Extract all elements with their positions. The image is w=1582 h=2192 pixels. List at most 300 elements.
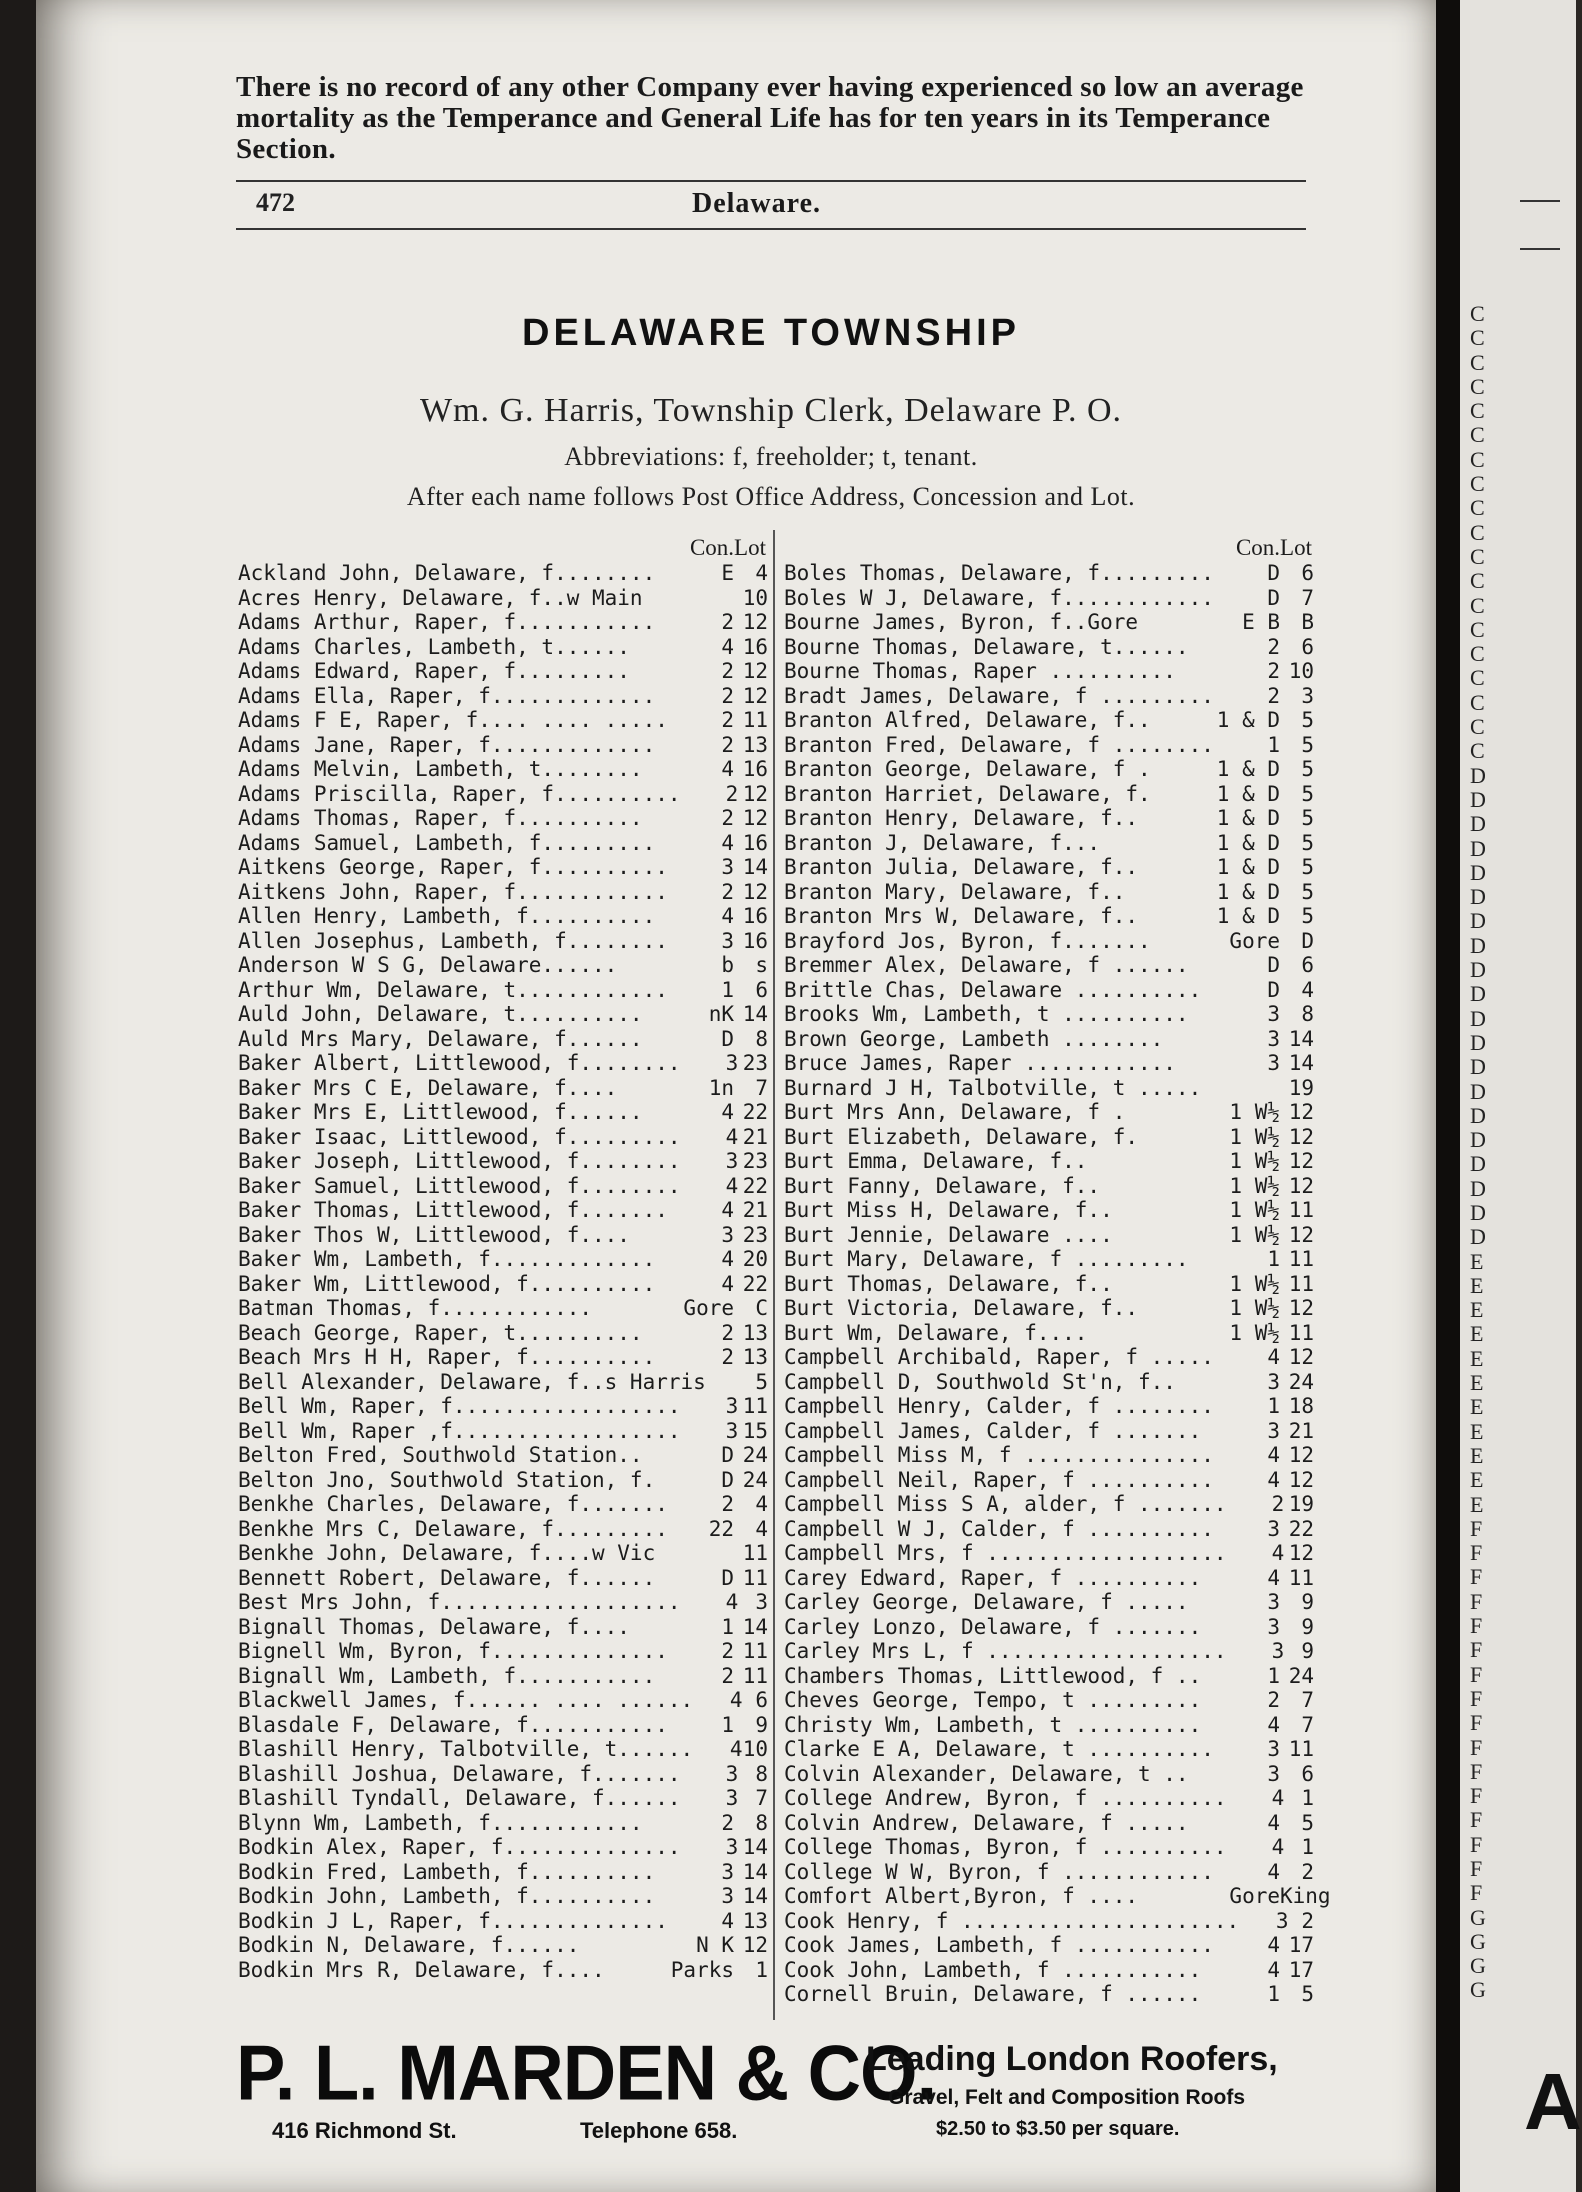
directory-entry: [784, 1492, 1314, 1517]
entry-concession: [668, 1541, 734, 1566]
entry-name: Bennett Robert, Delaware, f......: [238, 1565, 656, 1590]
directory-entry: [784, 1860, 1314, 1885]
directory-entry: [238, 757, 768, 782]
entry-concession: [1214, 1076, 1280, 1101]
running-head-rule: [236, 228, 1306, 230]
directory-entry: [784, 1958, 1314, 1983]
adjacent-page-letter: D: [1470, 1199, 1486, 1225]
entry-lot: 12: [1288, 1541, 1314, 1565]
entry-concession: 3: [1267, 1590, 1280, 1614]
entry-lot: 9: [1301, 1590, 1314, 1614]
adjacent-page-letter: C: [1470, 301, 1485, 326]
entry-name: Branton George, Delaware, f .: [784, 757, 1151, 781]
entry-concession: 4: [1267, 1933, 1280, 1957]
entry-concession: 2: [721, 610, 734, 634]
adjacent-page-rule: [1520, 248, 1560, 250]
directory-entry: [784, 1590, 1314, 1615]
entry-lot: 16: [742, 634, 768, 659]
entry-name: Brayford Jos, Byron, f.......: [784, 928, 1151, 953]
entry-lot: 22: [742, 1173, 768, 1198]
page-title: DELAWARE TOWNSHIP: [522, 312, 1020, 354]
entry-name: Bodkin Mrs R, Delaware, f....: [238, 1957, 605, 1982]
directory-entry: [238, 1835, 768, 1860]
left-entry-list: [238, 561, 768, 1982]
adjacent-page-letter: F: [1470, 1661, 1483, 1687]
entry-concession: D: [1267, 977, 1280, 1002]
entry-concession: N K: [696, 1933, 734, 1957]
adjacent-page-letter: D: [1470, 1127, 1486, 1153]
entry-lot: 20: [742, 1247, 768, 1271]
directory-entry: [784, 782, 1314, 807]
directory-entry: [784, 1737, 1314, 1762]
entry-name: Bourne Thomas, Delaware, t......: [784, 634, 1189, 659]
entry-lot: 8: [1301, 1002, 1314, 1026]
entry-concession: 2: [721, 732, 734, 757]
entry-concession: 4: [725, 1590, 739, 1614]
directory-entry: [238, 1590, 768, 1615]
entry-lot: 11: [1288, 1198, 1314, 1222]
adjacent-page-letter: C: [1470, 471, 1485, 497]
entry-concession: 3: [721, 855, 734, 879]
adjacent-page-letter: D: [1470, 957, 1486, 983]
entry-name: Baker Samuel, Littlewood, f........: [238, 1173, 681, 1198]
entry-concession: 1 & D: [1216, 830, 1280, 855]
directory-entry: [784, 1664, 1314, 1689]
entry-concession: 4: [1267, 1957, 1280, 1982]
directory-entry: [238, 904, 768, 929]
entry-name: Bremmer Alex, Delaware, f ......: [784, 953, 1189, 977]
entry-concession: 1 W½: [1229, 1222, 1280, 1247]
entry-name: Belton Fred, Southwold Station..: [238, 1443, 643, 1467]
entry-concession: 2: [1267, 1688, 1280, 1712]
entry-concession: 4: [1267, 1345, 1280, 1369]
directory-entry: [784, 561, 1314, 586]
directory-entry: [784, 1321, 1314, 1346]
entry-name: Belton Jno, Southwold Station, f.: [238, 1467, 656, 1492]
entry-name: Burt Thomas, Delaware, f..: [784, 1271, 1113, 1296]
entry-lot: 11: [742, 1541, 768, 1565]
entry-concession: 4: [1267, 1565, 1280, 1590]
entry-lot: 4: [755, 1516, 768, 1541]
adjacent-page-letter: C: [1470, 422, 1485, 448]
directory-entry: [238, 1223, 768, 1248]
entry-concession: Gore: [1229, 928, 1280, 953]
directory-entry: [238, 929, 768, 954]
adjacent-page-letter: F: [1470, 1685, 1483, 1711]
directory-entry: [784, 1076, 1314, 1101]
entry-lot: 2: [1301, 1859, 1314, 1884]
entry-name: Beach George, Raper, t..........: [238, 1320, 643, 1345]
entry-concession: 2: [721, 806, 734, 830]
column-header: Con.Lot: [1235, 535, 1312, 560]
directory-entry: [238, 1933, 768, 1958]
directory-entry: [784, 806, 1314, 831]
entry-concession: 4: [1267, 1467, 1280, 1492]
entry-name: Bourne James, Byron, f..Gore: [784, 610, 1139, 634]
directory-entry: [238, 586, 768, 611]
adjacent-page-letter: D: [1470, 1005, 1486, 1031]
entry-concession: 1 & D: [1216, 879, 1280, 904]
adjacent-page-letter: D: [1470, 1151, 1486, 1177]
directory-entry: [784, 1639, 1314, 1664]
directory-entry: [784, 904, 1314, 929]
adjacent-page-letter: D: [1470, 981, 1486, 1007]
adjacent-page-letter: D: [1470, 908, 1486, 934]
ad-address: 416 Richmond St.: [272, 2118, 457, 2143]
directory-entry: [238, 610, 768, 635]
entry-name: Baker Albert, Littlewood, f........: [238, 1051, 681, 1075]
entry-name: Bignell Wm, Byron, f..............: [238, 1639, 668, 1663]
adjacent-page-letter: E: [1470, 1370, 1484, 1396]
directory-entry: [784, 1517, 1314, 1542]
directory-entry: [784, 1394, 1314, 1419]
adjacent-page-letter: C: [1470, 592, 1485, 618]
directory-entry: [238, 806, 768, 831]
entry-lot: 12: [1288, 1467, 1314, 1492]
entry-lot: 5: [1301, 1982, 1314, 2006]
adjacent-page-letter: C: [1470, 665, 1485, 691]
directory-entry: [238, 1394, 768, 1419]
entry-name: Baker Wm, Lambeth, f.............: [238, 1247, 656, 1271]
entry-concession: 1 & D: [1216, 806, 1280, 830]
directory-entry: [238, 659, 768, 684]
entry-name: Adams Charles, Lambeth, t......: [238, 634, 630, 659]
township-clerk-line: Wm. G. Harris, Township Clerk, Delaware P. O.: [419, 392, 1123, 429]
entry-name: Branton Harriet, Delaware, f.: [784, 781, 1151, 806]
directory-entry: [238, 635, 768, 660]
entry-concession: 1 W½: [1229, 1100, 1280, 1124]
directory-entry: [238, 1566, 768, 1591]
adjacent-page-letter: D: [1470, 1054, 1486, 1080]
right-directory-column: [784, 535, 1331, 2007]
adjacent-page-letter: F: [1470, 1515, 1483, 1541]
entry-name: Carey Edward, Raper, f ..........: [784, 1565, 1202, 1590]
directory-entry: [784, 1027, 1314, 1052]
entry-lot: 11: [742, 1639, 768, 1663]
entry-lot: 12: [1288, 1443, 1314, 1467]
entry-name: Bodkin Fred, Lambeth, f..........: [238, 1859, 656, 1884]
entry-concession: 22: [708, 1516, 734, 1541]
entry-lot: 12: [742, 781, 768, 806]
directory-entry: [784, 610, 1314, 635]
entry-name: Aitkens George, Raper, f..........: [238, 855, 668, 879]
directory-entry: [238, 1492, 768, 1517]
entry-name: Baker Thos W, Littlewood, f....: [238, 1222, 630, 1247]
entry-lot: 14: [742, 1002, 768, 1026]
entry-name: Bruce James, Raper ............: [784, 1051, 1176, 1075]
entry-lot: 14: [742, 1835, 768, 1859]
entry-name: Cheves George, Tempo, t .........: [784, 1688, 1202, 1712]
entry-lot: 12: [1288, 1173, 1314, 1198]
entry-concession: 3: [1275, 1908, 1289, 1933]
adjacent-page-letter: C: [1470, 495, 1485, 521]
entry-name: Burt Mrs Ann, Delaware, f .: [784, 1100, 1126, 1124]
entry-name: Adams Edward, Raper, f.........: [238, 659, 630, 683]
entry-concession: 3: [1271, 1639, 1285, 1663]
entry-concession: 1: [1267, 1394, 1280, 1418]
entry-lot: 21: [1288, 1418, 1314, 1443]
adjacent-page-letter: G: [1470, 1928, 1486, 1954]
directory-entry: [784, 1370, 1314, 1395]
entry-name: Acres Henry, Delaware, f..w Main: [238, 585, 643, 610]
entry-concession: 3: [721, 928, 734, 953]
directory-entry: [238, 1615, 768, 1640]
directory-entry: [238, 1468, 768, 1493]
entry-lot: 16: [742, 830, 768, 855]
directory-entry: [784, 1835, 1314, 1860]
directory-entry: [784, 635, 1314, 660]
entry-name: Carley George, Delaware, f .....: [784, 1590, 1189, 1614]
directory-entry: [238, 1125, 768, 1150]
entry-concession: 3: [1267, 1051, 1280, 1075]
entry-name: Bodkin John, Lambeth, f..........: [238, 1884, 656, 1908]
entry-lot: 12: [1288, 1296, 1314, 1320]
entry-lot: 13: [742, 1320, 768, 1345]
entry-lot: 5: [1301, 904, 1314, 928]
adjacent-page-letter: F: [1470, 1588, 1483, 1614]
entry-concession: 4: [721, 1908, 734, 1933]
entry-lot: 10: [742, 1737, 768, 1761]
entry-name: Christy Wm, Lambeth, t ..........: [784, 1712, 1202, 1737]
entry-name: Benkhe Charles, Delaware, f.......: [238, 1492, 668, 1516]
entry-name: Carley Mrs L, f ...................: [784, 1639, 1227, 1663]
entry-name: Adams Samuel, Lambeth, f.........: [238, 830, 656, 855]
entry-lot: 11: [1288, 1320, 1314, 1345]
adjacent-page-letter: E: [1470, 1272, 1484, 1298]
entry-lot: 6: [1301, 1761, 1314, 1786]
entry-concession: 3: [725, 1418, 739, 1443]
entry-name: Bodkin Alex, Raper, f..............: [238, 1835, 681, 1859]
entry-name: Allen Josephus, Lambeth, f........: [238, 928, 668, 953]
directory-entry: [238, 1737, 768, 1762]
entry-concession: 4: [1271, 1541, 1285, 1565]
entry-concession: 4: [1267, 1859, 1280, 1884]
entry-name: Adams Ella, Raper, f.............: [238, 683, 656, 708]
entry-name: Cornell Bruin, Delaware, f ......: [784, 1982, 1202, 2006]
entry-concession: 1: [721, 1712, 734, 1737]
entry-name: Burt Elizabeth, Delaware, f.: [784, 1124, 1139, 1149]
entry-concession: 4: [721, 1198, 734, 1222]
entry-name: Burt Wm, Delaware, f....: [784, 1320, 1088, 1345]
entry-lot: 14: [742, 1859, 768, 1884]
entry-name: Campbell James, Calder, f .......: [784, 1418, 1202, 1443]
entry-concession: 2: [721, 1492, 734, 1516]
entry-name: Beach Mrs H H, Raper, f..........: [238, 1345, 656, 1369]
entry-name: Campbell Neil, Raper, f ..........: [784, 1467, 1214, 1492]
entry-concession: 1n: [708, 1075, 734, 1100]
entry-concession: 3: [1267, 1002, 1280, 1026]
entry-name: Adams F E, Raper, f.... .... .....: [238, 708, 668, 732]
directory-entry: [784, 684, 1314, 709]
directory-entry: [784, 1468, 1314, 1493]
directory-entry: [238, 708, 768, 733]
directory-entry: [238, 1296, 768, 1321]
entry-concession: 3: [725, 1149, 739, 1173]
entry-concession: 1 & D: [1216, 757, 1280, 781]
directory-entry: [784, 1419, 1314, 1444]
entry-concession: 4: [729, 1737, 743, 1761]
entry-name: Baker Wm, Littlewood, f..........: [238, 1271, 656, 1296]
directory-entry: [238, 1002, 768, 1027]
entry-concession: 3: [725, 1761, 739, 1786]
directory-entry: [784, 1786, 1314, 1811]
address-format-note: After each name follows Post Office Address, Concession and Lot.: [406, 482, 1136, 511]
entry-lot: 19: [1288, 1492, 1314, 1516]
entry-name: Chambers Thomas, Littlewood, f ..: [784, 1663, 1202, 1688]
ad-company-name: P. L. MARDEN & CO.: [236, 2028, 937, 2117]
entry-lot: 12: [1288, 1149, 1314, 1173]
directory-entry: [238, 1321, 768, 1346]
entry-name: Branton Mrs W, Delaware, f..: [784, 904, 1139, 928]
adjacent-page-letter: F: [1470, 1758, 1483, 1784]
entry-lot: 5: [755, 1369, 768, 1394]
entry-concession: 1 & D: [1216, 781, 1280, 806]
entry-concession: 4: [721, 830, 734, 855]
adjacent-page-letter: D: [1470, 811, 1486, 837]
entry-name: Blasdale F, Delaware, f...........: [238, 1712, 668, 1737]
entry-name: Arthur Wm, Delaware, t............: [238, 977, 668, 1002]
directory-entry: [238, 1762, 768, 1787]
entry-lot: 12: [742, 879, 768, 904]
entry-name: Campbell Mrs, f ...................: [784, 1541, 1227, 1565]
entry-lot: 14: [742, 1884, 768, 1908]
entry-concession: 1: [721, 977, 734, 1002]
entry-concession: 4: [1267, 1712, 1280, 1737]
entry-lot: 12: [742, 683, 768, 708]
directory-entry: [784, 1884, 1331, 1909]
entry-name: Bourne Thomas, Raper ..........: [784, 659, 1176, 683]
entry-lot: 16: [742, 757, 768, 781]
entry-name: Campbell D, Southwold St'n, f..: [784, 1369, 1176, 1394]
adjacent-page-letter: D: [1470, 1078, 1486, 1104]
ad-tagline: Leading London Roofers,: [866, 2040, 1278, 2078]
entry-lot: 1: [755, 1957, 768, 1982]
entry-name: Adams Thomas, Raper, f..........: [238, 806, 643, 830]
entry-lot: 23: [742, 1222, 768, 1247]
adjacent-page-letter: F: [1470, 1540, 1483, 1566]
entry-lot: 1: [1301, 1835, 1314, 1859]
ad-products: Gravel, Felt and Composition Roofs: [888, 2086, 1246, 2109]
directory-entry: [238, 1076, 768, 1101]
entry-lot: 6: [755, 977, 768, 1002]
header-rule: [236, 180, 1306, 182]
adjacent-page-letter: F: [1470, 1783, 1483, 1809]
entry-concession: 3: [1267, 1026, 1280, 1051]
directory-entry: [784, 1909, 1314, 1934]
directory-entry: [238, 1713, 768, 1738]
entry-lot: 15: [742, 1418, 768, 1443]
adjacent-page-letter: C: [1470, 689, 1485, 715]
directory-entry: [784, 1982, 1314, 2007]
entry-lot: 12: [742, 806, 768, 830]
entry-name: Branton Fred, Delaware, f ........: [784, 732, 1214, 757]
entry-lot: 5: [1301, 806, 1314, 830]
entry-lot: s: [755, 953, 768, 977]
adjacent-page-letter: C: [1470, 446, 1485, 472]
entry-name: Blashill Tyndall, Delaware, f......: [238, 1786, 681, 1810]
entry-lot: C: [755, 1296, 768, 1320]
adjacent-page-letter: D: [1470, 1029, 1486, 1055]
adjacent-page-letter: C: [1470, 568, 1485, 594]
directory-entry: [784, 978, 1314, 1003]
entry-concession: 3: [721, 1884, 734, 1908]
adjacent-page-letter: E: [1470, 1297, 1484, 1323]
entry-name: Adams Arthur, Raper, f...........: [238, 610, 656, 634]
entry-concession: 1 & D: [1216, 855, 1280, 879]
entry-concession: 4: [725, 1124, 739, 1149]
directory-entry: [238, 880, 768, 905]
entry-lot: 12: [742, 659, 768, 683]
entry-lot: 5: [1301, 830, 1314, 855]
entry-lot: 24: [742, 1443, 768, 1467]
directory-entry: [784, 733, 1314, 758]
entry-name: College W W, Byron, f ............: [784, 1859, 1214, 1884]
entry-name: Baker Mrs C E, Delaware, f....: [238, 1075, 618, 1100]
adjacent-page-edge: [1460, 0, 1582, 2192]
adjacent-page-letter: F: [1470, 1637, 1483, 1663]
entry-concession: 2: [721, 683, 734, 708]
entry-lot: 5: [1301, 757, 1314, 781]
entry-lot: 5: [1301, 855, 1314, 879]
entry-concession: 2: [721, 1345, 734, 1369]
entry-concession: 3: [721, 1859, 734, 1884]
directory-entry: [784, 929, 1314, 954]
adjacent-page-letters: [1470, 302, 1486, 2003]
entry-concession: 3: [725, 1394, 739, 1418]
adjacent-page-letter: C: [1470, 325, 1485, 351]
entry-lot: 24: [1288, 1663, 1314, 1688]
entry-concession: [668, 586, 734, 611]
entry-name: Campbell W J, Calder, f ..........: [784, 1516, 1214, 1541]
adjacent-page-letter: C: [1470, 349, 1485, 375]
entry-concession: Parks: [670, 1957, 734, 1982]
entry-lot: 22: [1288, 1516, 1314, 1541]
entry-lot: 11: [742, 1394, 768, 1418]
entry-name: Bradt James, Delaware, f .........: [784, 683, 1214, 708]
entry-name: Cook Henry, f ......................: [784, 1908, 1240, 1933]
directory-entry: [238, 953, 768, 978]
entry-lot: 5: [1301, 732, 1314, 757]
entry-lot: 6: [755, 1688, 768, 1712]
directory-entry: [238, 1149, 768, 1174]
entry-concession: 1: [721, 1614, 734, 1639]
entry-concession: 4: [1271, 1835, 1285, 1859]
entry-lot: 8: [755, 1026, 768, 1051]
directory-entry: [238, 1884, 768, 1909]
directory-entry: [238, 561, 768, 586]
entry-name: Bodkin J L, Raper, f..............: [238, 1908, 668, 1933]
entry-name: Burt Mary, Delaware, f .........: [784, 1247, 1189, 1271]
entry-name: Comfort Albert,Byron, f ....: [784, 1884, 1139, 1908]
entry-concession: 1 W½: [1229, 1198, 1280, 1222]
directory-entry: [238, 1100, 768, 1125]
entry-lot: 24: [742, 1467, 768, 1492]
entry-concession: 3: [1267, 1516, 1280, 1541]
entry-lot: D: [1301, 928, 1314, 953]
entry-lot: 21: [742, 1124, 768, 1149]
entry-name: Burt Emma, Delaware, f..: [784, 1149, 1088, 1173]
entry-concession: D: [1267, 585, 1280, 610]
entry-lot: 4: [755, 561, 768, 585]
adjacent-page-letter: C: [1470, 398, 1485, 424]
entry-name: Bignall Thomas, Delaware, f....: [238, 1614, 630, 1639]
entry-name: Blashill Joshua, Delaware, f.......: [238, 1761, 681, 1786]
directory-entry: [238, 1272, 768, 1297]
directory-entry: [784, 1566, 1314, 1591]
directory-entry: [784, 855, 1314, 880]
entry-lot: 13: [742, 1345, 768, 1369]
ad-price: $2.50 to $3.50 per square.: [936, 2118, 1180, 2140]
